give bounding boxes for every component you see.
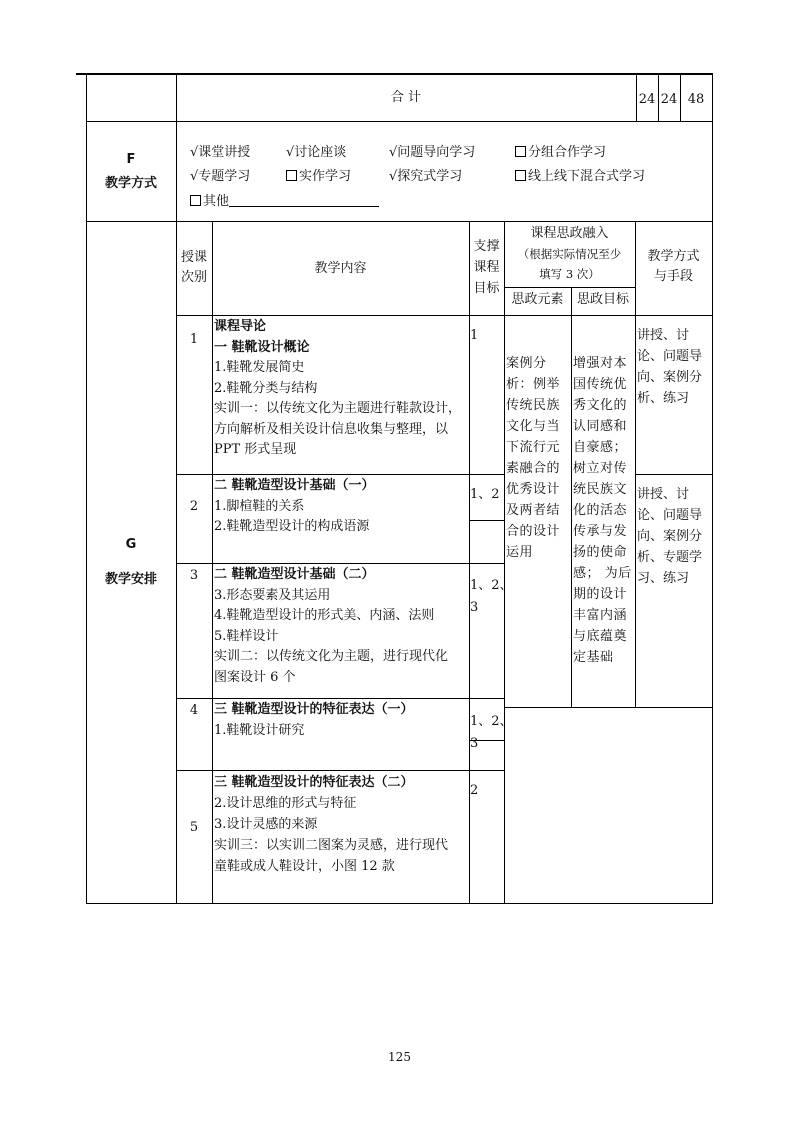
header-objective: 思政目标 bbox=[576, 292, 629, 307]
section-f-title: 教学方式 bbox=[104, 176, 157, 191]
total-label: 合 计 bbox=[390, 90, 422, 105]
check-mark-icon: √ bbox=[389, 145, 398, 160]
method-option[interactable]: √探究式学习 bbox=[389, 169, 463, 184]
session-number: 3 bbox=[189, 568, 199, 583]
method-option[interactable]: √课堂讲授 bbox=[190, 145, 251, 160]
other-blank-line bbox=[229, 192, 379, 207]
method-option[interactable]: √专题学习 bbox=[190, 169, 251, 184]
content-cell: 课程导论 一 鞋靴设计概论 1.鞋靴发展简史 2.鞋靴分类与结构 实训一：以传统文化为主题进行鞋款设计， 方向解析及相关设计信息收集与整理，以 PPT 形式呈现 bbox=[214, 319, 462, 457]
method-option[interactable]: √问题导向学习 bbox=[389, 145, 476, 160]
empty-checkbox-icon bbox=[286, 170, 297, 181]
header-method: 教学方式 与手段 bbox=[647, 249, 700, 284]
method-text: 讲授、讨论、问题导向、案例分析、专题学习、练习 bbox=[637, 487, 703, 586]
method-option[interactable]: 线上线下混合式学习 bbox=[515, 167, 645, 187]
top-rule bbox=[76, 73, 712, 75]
header-element: 思政元素 bbox=[511, 292, 564, 307]
check-mark-icon: √ bbox=[389, 169, 398, 184]
goal-cell: 1、2 bbox=[470, 487, 500, 502]
goal-cell: 1 bbox=[470, 328, 479, 343]
session-number: 5 bbox=[189, 820, 199, 835]
content-cell: 三 鞋靴造型设计的特征表达（一） 1.鞋靴设计研究 bbox=[214, 702, 414, 738]
goal-cell: 1、2、 3 bbox=[470, 714, 513, 751]
header-content: 教学内容 bbox=[314, 261, 367, 276]
method-option[interactable]: 分组合作学习 bbox=[515, 143, 606, 163]
total-theory-hours: 24 bbox=[638, 92, 656, 107]
session-number: 1 bbox=[189, 332, 199, 347]
header-session: 授课 次别 bbox=[180, 250, 207, 285]
empty-checkbox-icon bbox=[190, 195, 201, 206]
content-cell: 二 鞋靴造型设计基础（二） 3.形态要素及其运用 4.鞋靴造型设计的形式美、内涵、法则 5.鞋样设计 实训二：以传统文化为主题，进行现代化 图案设计 6 个 bbox=[214, 567, 449, 685]
goal-cell: 1、2、 3 bbox=[470, 578, 513, 615]
method-text: 讲授、讨论、问题导向、案例分析、练习 bbox=[637, 328, 703, 406]
method-option[interactable]: √讨论座谈 bbox=[286, 145, 347, 160]
content-cell: 三 鞋靴造型设计的特征表达（二） 2.设计思维的形式与特征 3.设计灵感的来源 实训三：以实训二图案为灵感，进行现代 童鞋或成人鞋设计，小图 12 款 bbox=[214, 775, 449, 874]
check-mark-icon: √ bbox=[286, 145, 295, 160]
total-hours: 48 bbox=[687, 92, 705, 107]
session-number: 4 bbox=[189, 703, 199, 718]
ideology-element-text: 案例分析：例举传统民族文化与当下流行元素融合的优秀设计及两者结合的设计运用 bbox=[506, 356, 561, 560]
method-option[interactable]: 实作学习 bbox=[286, 167, 351, 187]
content-cell: 二 鞋靴造型设计基础（一） 1.脚楦鞋的关系 2.鞋靴造型设计的构成语源 bbox=[214, 478, 375, 534]
ideology-objective-text: 增强对本国传统优秀文化的认同感和自豪感；树立对传统民族文化的活态传承与发扬的使命感； 为后期的设计丰富内涵与底蕴奠定基础 bbox=[573, 356, 632, 665]
method-option-other[interactable]: 其他 bbox=[190, 192, 379, 212]
empty-checkbox-icon bbox=[515, 146, 526, 157]
goal-cell: 2 bbox=[470, 783, 479, 798]
header-goal: 支撑 课程 目标 bbox=[473, 239, 500, 296]
section-f-code: F bbox=[126, 152, 136, 167]
check-mark-icon: √ bbox=[190, 145, 199, 160]
section-g-title: 教学安排 bbox=[104, 572, 157, 587]
page-number: 125 bbox=[388, 1050, 411, 1064]
section-g-code: G bbox=[125, 537, 137, 552]
header-ideology: 课程思政融入 （根据实际情况至少 填写 3 次） bbox=[517, 226, 622, 281]
check-mark-icon: √ bbox=[190, 169, 199, 184]
total-practice-hours: 24 bbox=[660, 92, 678, 107]
empty-checkbox-icon bbox=[515, 170, 526, 181]
session-number: 2 bbox=[189, 499, 199, 514]
